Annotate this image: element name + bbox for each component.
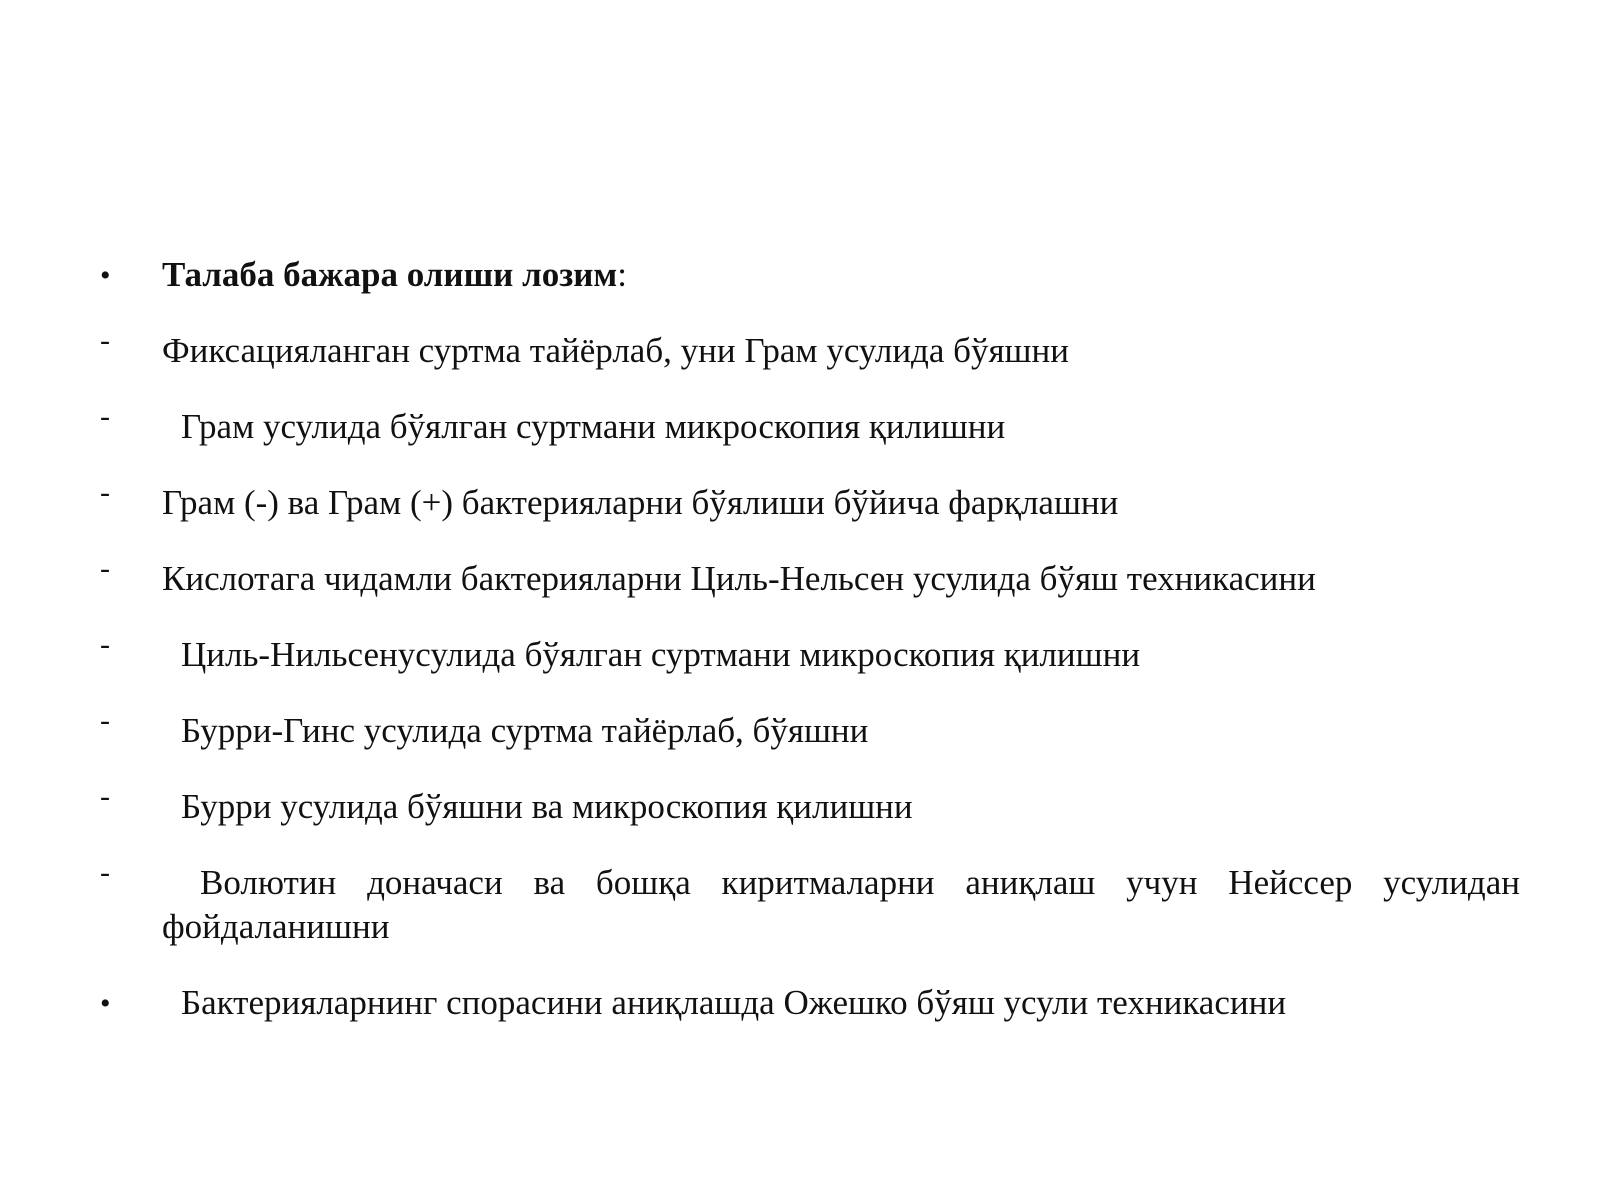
list-item-text: Грам (-) ва Грам (+) бактерияларни бўялиши бўйича фарқлашни bbox=[162, 483, 1119, 522]
dash-marker: - bbox=[100, 324, 110, 357]
list-item bbox=[100, 856, 1520, 949]
dash-marker: - bbox=[100, 704, 110, 737]
list-heading bbox=[100, 253, 1520, 297]
list-item-text bbox=[162, 861, 1520, 949]
list-item-text: Кислотага чидамли бактерияларни Циль-Нельсен усулида бўяш техникасини bbox=[162, 559, 1316, 598]
list-item bbox=[100, 476, 1520, 525]
list-item bbox=[100, 780, 1520, 829]
list-item-text: Бурри-Гинс усулида суртма тайёрлаб, бўяшни bbox=[181, 711, 869, 750]
dash-marker: - bbox=[100, 628, 110, 661]
dash-marker: - bbox=[100, 780, 110, 813]
list-item bbox=[100, 400, 1520, 449]
list-item bbox=[100, 704, 1520, 753]
heading-title: Талаба бажара олиши лозим bbox=[162, 255, 618, 294]
dash-marker: - bbox=[100, 400, 110, 433]
list-item-text: Бурри усулида бўяшни ва микроскопия қилишни bbox=[181, 787, 913, 826]
bullet-marker: • bbox=[100, 259, 111, 292]
dash-marker: - bbox=[100, 552, 110, 585]
list-item-text: Грам усулида бўялган суртмани микроскопия қилишни bbox=[181, 407, 1006, 446]
list-item bbox=[100, 552, 1520, 601]
list-item bbox=[100, 628, 1520, 677]
list-item bbox=[100, 981, 1520, 1025]
list-item bbox=[100, 324, 1520, 373]
list-item-text-content: Волютин доначаси ва бошқа киритмаларни аниқлаш учун Нейссер усулидан фойдаланишни bbox=[162, 863, 1520, 946]
dash-marker: - bbox=[100, 856, 110, 889]
list-item-text: Циль-Нильсенусулида бўялган суртмани микроскопия қилишни bbox=[181, 635, 1141, 674]
heading-colon: : bbox=[617, 255, 628, 294]
task-list bbox=[100, 253, 1520, 1057]
list-item-text: Фиксацияланган суртма тайёрлаб, уни Грам усулида бўяшни bbox=[162, 331, 1069, 370]
dash-marker: - bbox=[100, 476, 110, 509]
list-item-text: Бактерияларнинг спорасини аниқлашда Ожешко бўяш усули техникасини bbox=[181, 983, 1287, 1022]
bullet-marker: • bbox=[100, 987, 111, 1020]
